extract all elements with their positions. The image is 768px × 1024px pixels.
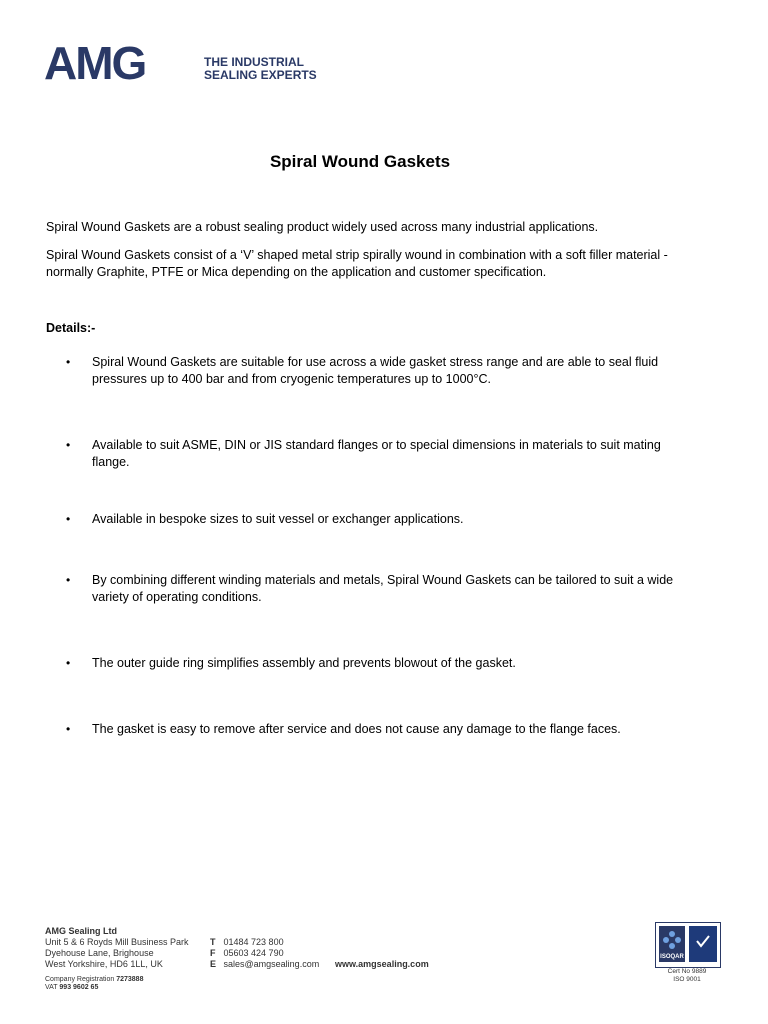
bullet-text: The outer guide ring simplifies assembly and prevents blowout of the gasket. [92, 656, 516, 670]
tagline-line-1: THE INDUSTRIAL [204, 55, 304, 69]
logo-tagline [204, 56, 317, 82]
isoqar-logo [659, 926, 685, 962]
email-address[interactable]: sales@amgsealing.com [223, 959, 320, 969]
bullet-icon: • [66, 512, 71, 526]
company-registration-number: 7273888 [116, 976, 144, 983]
phone-label: T [210, 937, 216, 947]
list-item [66, 437, 686, 471]
website-link[interactable]: www.amgsealing.com [335, 959, 429, 969]
email-row [210, 959, 319, 970]
company-name: AMG Sealing Ltd [45, 926, 117, 936]
certification-badge [655, 922, 721, 968]
bullet-text: Spiral Wound Gaskets are suitable for use across a wide gasket stress range and are able to seal fluid pressures up to 400 bar and from cryogenic temperatures up to 1000°C. [92, 355, 659, 386]
cert-number: Cert No 9889 [667, 968, 707, 975]
intro-paragraph-1: Spiral Wound Gaskets are a robust sealing product widely used across many industrial applications. [46, 220, 599, 234]
bullet-icon: • [66, 656, 71, 670]
bullet-icon: • [66, 722, 71, 736]
amg-logo: AMG [44, 37, 146, 89]
bullet-text: By combining different winding materials and metals, Spiral Wound Gaskets can be tailored to suit a wide variety of operating conditions. [92, 573, 674, 604]
fax-row [210, 948, 319, 959]
list-item [66, 511, 686, 528]
registration-info [45, 976, 143, 992]
crown-icon [695, 933, 711, 949]
iso-standard: ISO 9001 [673, 976, 701, 983]
bullet-icon: • [66, 355, 71, 369]
email-label: E [210, 959, 217, 969]
bullet-text: Available to suit ASME, DIN or JIS standard flanges or to special dimensions in materials to suit mating flange. [92, 438, 661, 469]
vat-label: VAT [45, 984, 58, 991]
phone-row [210, 937, 319, 948]
document-title: Spiral Wound Gaskets [269, 152, 451, 171]
address-line-2: Dyehouse Lane, Brighouse [45, 948, 154, 958]
isoqar-label: ISOQAR [660, 954, 684, 960]
intro-paragraph-2: Spiral Wound Gaskets consist of a ‘V’ shaped metal strip spirally wound in combination with a soft filler material - normally Graphite, PTFE or Mica depending on the application and customer specification. [46, 248, 668, 279]
company-registration [45, 976, 143, 984]
address-line-3: West Yorkshire, HD6 1LL, UK [45, 959, 163, 969]
footer-address [45, 926, 189, 970]
tagline-line-2: SEALING EXPERTS [204, 68, 317, 82]
vat-info [45, 984, 143, 992]
vat-number: 993 9602 65 [59, 984, 99, 991]
bullet-text: Available in bespoke sizes to suit vessel or exchanger applications. [92, 512, 464, 526]
bullet-icon: • [66, 573, 71, 587]
list-item [66, 572, 686, 606]
company-registration-label: Company Registration [45, 976, 115, 983]
bullet-icon: • [66, 438, 71, 452]
phone-number: 01484 723 800 [223, 937, 284, 947]
fax-number: 05603 424 790 [223, 948, 284, 958]
footer-contact [210, 937, 319, 970]
details-heading: Details:- [46, 321, 96, 335]
list-item [66, 354, 686, 388]
bullet-text: The gasket is easy to remove after service and does not cause any damage to the flange faces. [92, 722, 621, 736]
address-line-1: Unit 5 & 6 Royds Mill Business Park [45, 937, 189, 947]
list-item [66, 721, 686, 738]
fax-label: F [210, 948, 216, 958]
ukas-logo [689, 926, 717, 962]
list-item [66, 655, 686, 672]
